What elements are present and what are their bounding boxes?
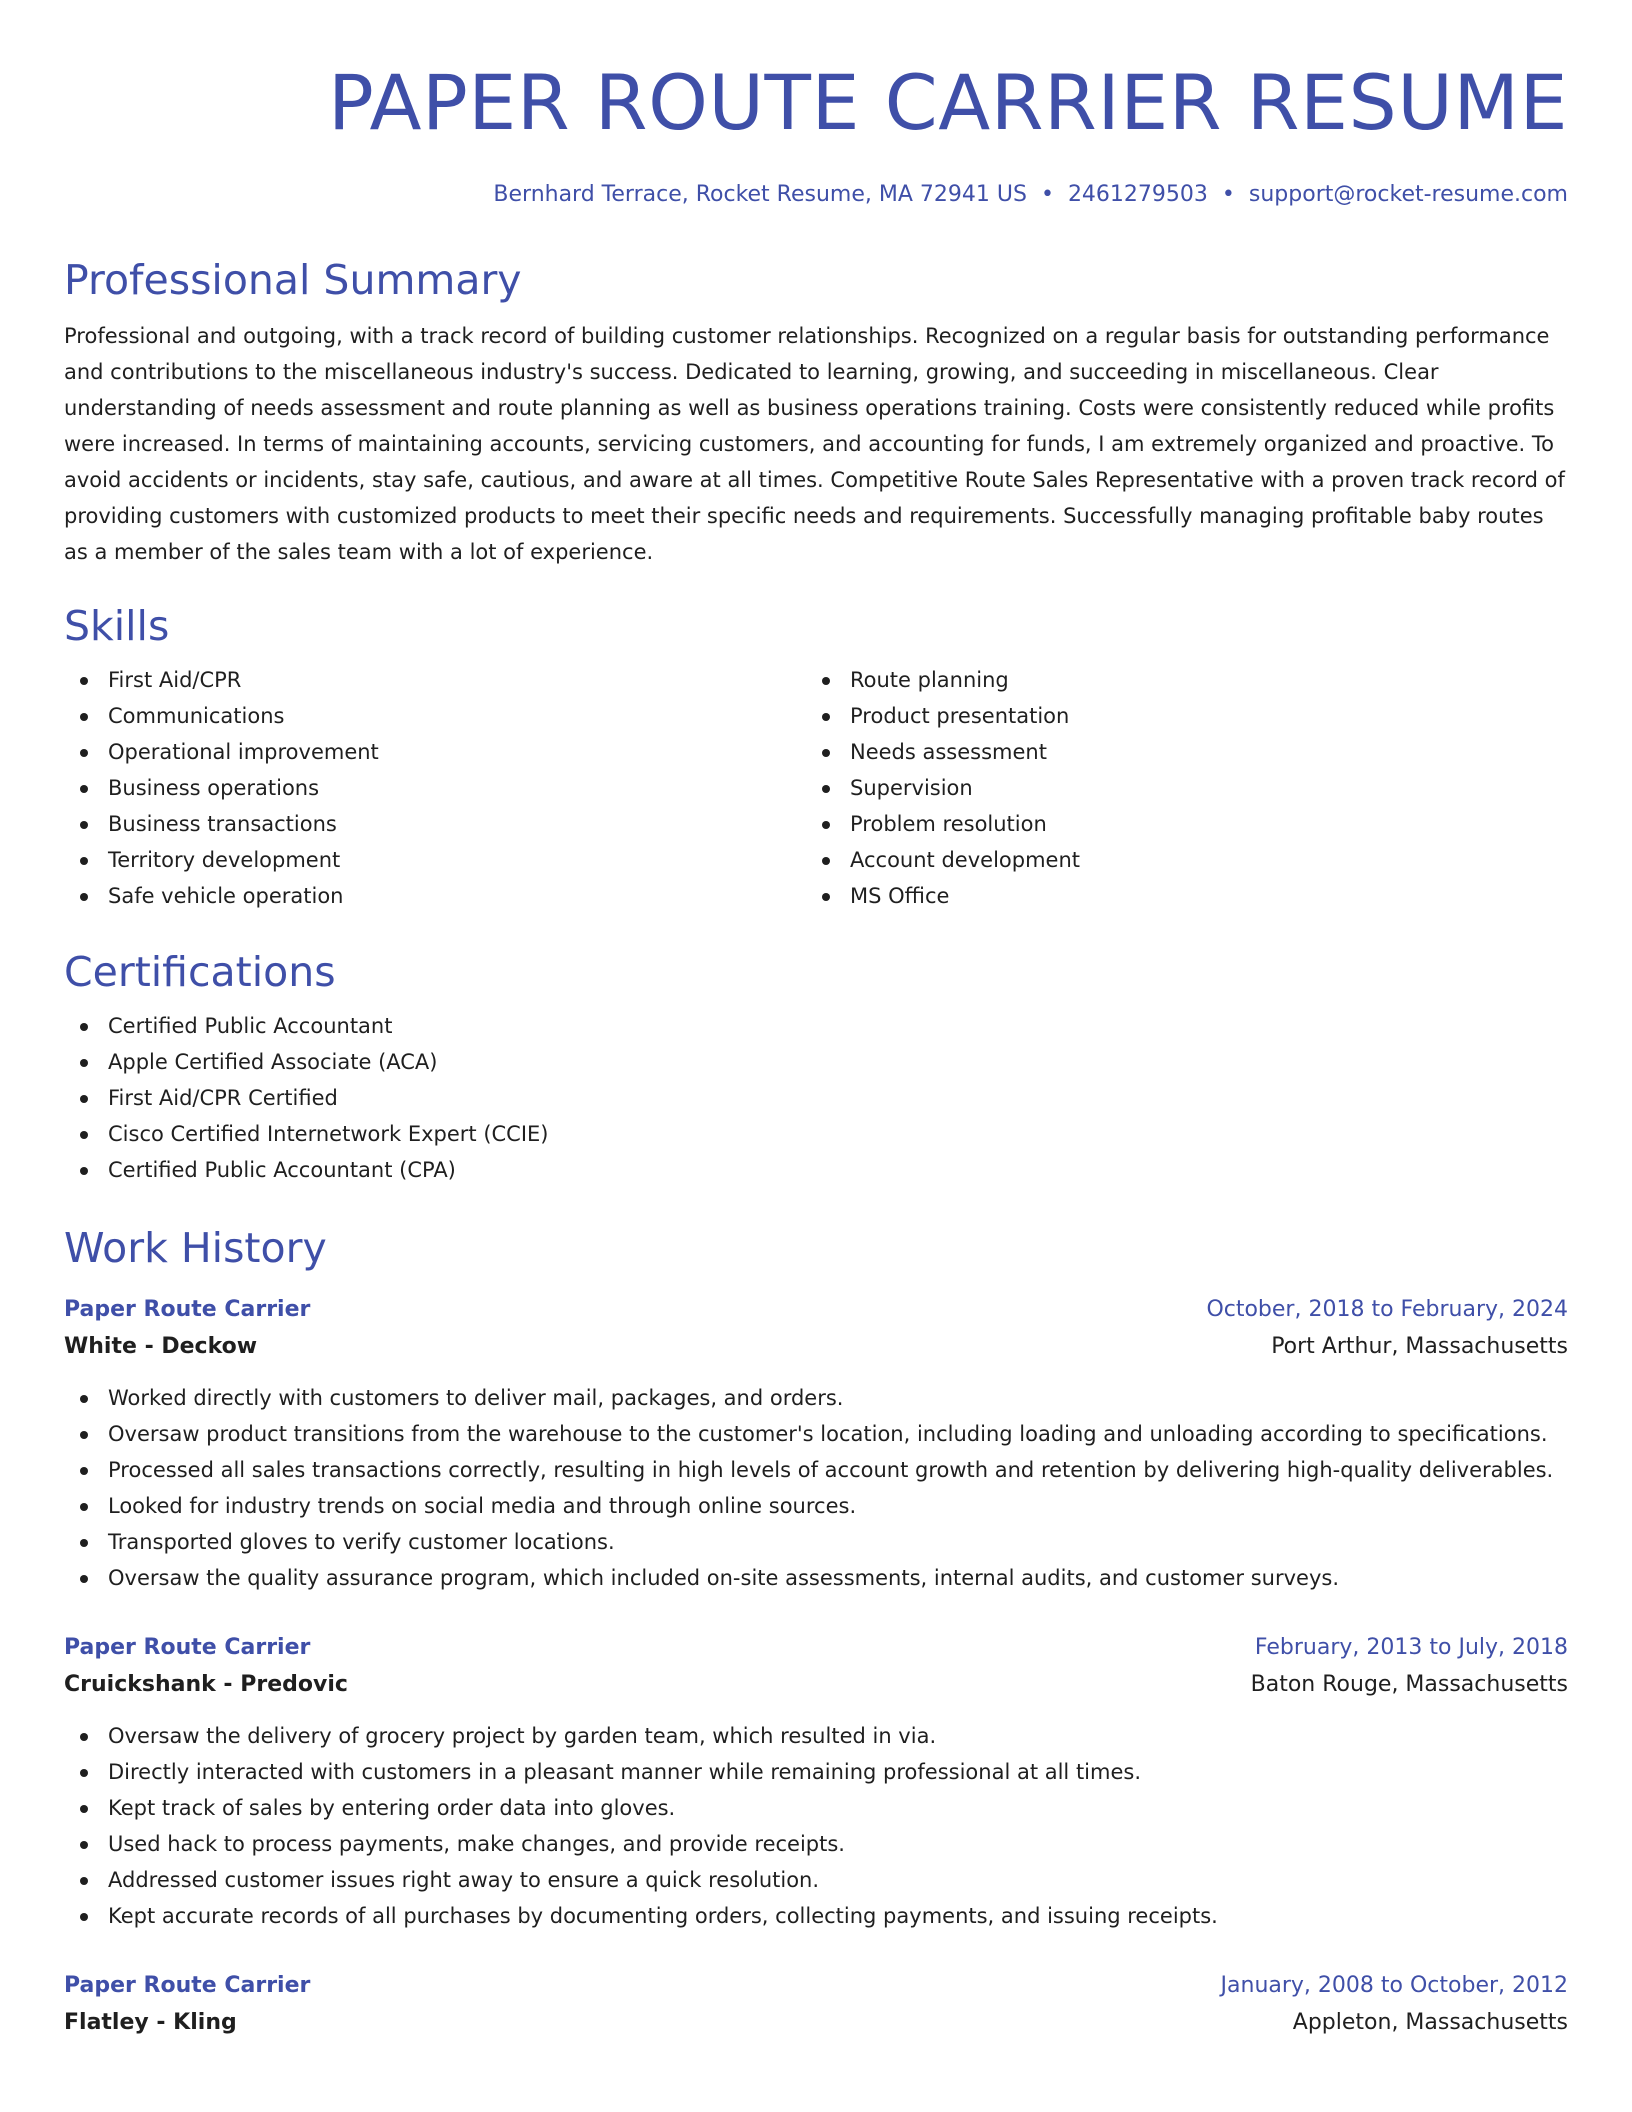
job-position: Paper Route Carrier <box>64 1297 311 1322</box>
job-entry <box>64 1968 1568 2042</box>
resume-title: PAPER ROUTE CARRIER RESUME <box>328 58 1568 147</box>
skills-list-right <box>806 662 1548 914</box>
skill-item: Account development <box>806 842 1548 878</box>
job-company-row <box>64 2004 1568 2042</box>
contact-line <box>64 180 1568 210</box>
job-bullet: Looked for industry trends on social media and through online sources. <box>64 1488 1568 1524</box>
skills-section <box>64 600 1568 914</box>
certification-item: Certified Public Accountant (CPA) <box>64 1152 1568 1188</box>
skills-list-left <box>64 662 806 914</box>
skill-item: Safe vehicle operation <box>64 878 806 914</box>
job-header-row <box>64 1968 1568 2004</box>
skill-item: Operational improvement <box>64 734 806 770</box>
certification-item: Apple Certified Associate (ACA) <box>64 1044 1568 1080</box>
skill-item: Problem resolution <box>806 806 1548 842</box>
job-dates: February, 2013 to July, 2018 <box>1254 1635 1568 1660</box>
job-bullet: Kept accurate records of all purchases by documenting orders, collecting payments, and issuing receipts. <box>64 1898 1568 1934</box>
certifications-list <box>64 1008 1568 1188</box>
certification-item: First Aid/CPR Certified <box>64 1080 1568 1116</box>
job-bullet: Addressed customer issues right away to ensure a quick resolution. <box>64 1862 1568 1898</box>
job-bullet: Transported gloves to verify customer locations. <box>64 1524 1568 1560</box>
certification-item: Certified Public Accountant <box>64 1008 1568 1044</box>
work-history-section <box>64 1222 1568 2042</box>
job-position: Paper Route Carrier <box>64 1635 311 1660</box>
section-title-summary: Professional Summary <box>64 256 522 304</box>
job-bullet: Oversaw product transitions from the warehouse to the customer's location, including loading and unloading according to specifications. <box>64 1416 1568 1452</box>
job-bullet: Oversaw the quality assurance program, which included on-site assessments, internal audits, and customer surveys. <box>64 1560 1568 1596</box>
job-position: Paper Route Carrier <box>64 1973 311 1998</box>
contact-phone: 2461279503 <box>1067 182 1208 207</box>
skill-item: Communications <box>64 698 806 734</box>
job-dates: January, 2008 to October, 2012 <box>1220 1973 1568 1998</box>
job-bullets <box>64 1718 1568 1934</box>
contact-address: Bernhard Terrace, Rocket Resume, MA 72941 US <box>493 182 1027 207</box>
section-title-certifications: Certifications <box>64 948 336 996</box>
job-location: Port Arthur, Massachusetts <box>1271 1334 1568 1359</box>
job-company: Cruickshank - Predovic <box>64 1672 348 1697</box>
job-bullet: Directly interacted with customers in a pleasant manner while remaining professional at all times. <box>64 1754 1568 1790</box>
job-location: Baton Rouge, Massachusetts <box>1250 1672 1568 1697</box>
skill-item: Supervision <box>806 770 1548 806</box>
job-header-row <box>64 1630 1568 1666</box>
certification-item: Cisco Certified Internetwork Expert (CCIE) <box>64 1116 1568 1152</box>
skill-item: Business transactions <box>64 806 806 842</box>
job-company-row <box>64 1328 1568 1366</box>
summary-text: Professional and outgoing, with a track record of building customer relationships. Recognized on a regular basis for outstanding performance and contributions to the miscellaneous industry's success. Dedicated to learning, growing, and succeeding in miscellaneous. Clear understanding of needs assessment and route planning as well as business operations training. Costs were consistently reduced while profits were increased. In terms of maintaining accounts, servicing customers, and accounting for funds, I am extremely organized and proactive. To avoid accidents or incidents, stay safe, cautious, and aware at all times. Competitive Route Sales Representative with a proven track record of providing customers with customized products to meet their specific needs and requirements. Successfully managing profitable baby routes as a member of the sales team with a lot of experience. <box>64 324 1565 564</box>
skill-item: Product presentation <box>806 698 1548 734</box>
job-bullet: Kept track of sales by entering order data into gloves. <box>64 1790 1568 1826</box>
section-title-work-history: Work History <box>64 1224 327 1272</box>
skill-item: Route planning <box>806 662 1548 698</box>
certifications-section <box>64 946 1568 1188</box>
job-company: White - Deckow <box>64 1334 258 1359</box>
job-header-row <box>64 1292 1568 1328</box>
summary-section <box>64 254 1568 570</box>
skill-item: Territory development <box>64 842 806 878</box>
skill-item: Business operations <box>64 770 806 806</box>
job-bullet: Oversaw the delivery of grocery project by garden team, which resulted in via. <box>64 1718 1568 1754</box>
job-bullets <box>64 1380 1568 1596</box>
resume-page <box>64 0 1568 2042</box>
skills-grid <box>64 662 1568 914</box>
job-bullet: Worked directly with customers to deliver mail, packages, and orders. <box>64 1380 1568 1416</box>
section-title-skills: Skills <box>64 602 170 650</box>
job-bullet: Processed all sales transactions correctly, resulting in high levels of account growth and retention by delivering high-quality deliverables. <box>64 1452 1568 1488</box>
contact-separator: • <box>1221 182 1235 207</box>
skill-item: Needs assessment <box>806 734 1548 770</box>
job-entry <box>64 1292 1568 1596</box>
contact-email: support@rocket-resume.com <box>1248 182 1568 207</box>
contact-separator: • <box>1040 182 1054 207</box>
job-company: Flatley - Kling <box>64 2010 237 2035</box>
job-company-row <box>64 1666 1568 1704</box>
job-dates: October, 2018 to February, 2024 <box>1206 1297 1568 1322</box>
job-bullet: Used hack to process payments, make changes, and provide receipts. <box>64 1826 1568 1862</box>
job-entry <box>64 1630 1568 1934</box>
skill-item: MS Office <box>806 878 1548 914</box>
job-location: Appleton, Massachusetts <box>1292 2010 1568 2035</box>
skill-item: First Aid/CPR <box>64 662 806 698</box>
